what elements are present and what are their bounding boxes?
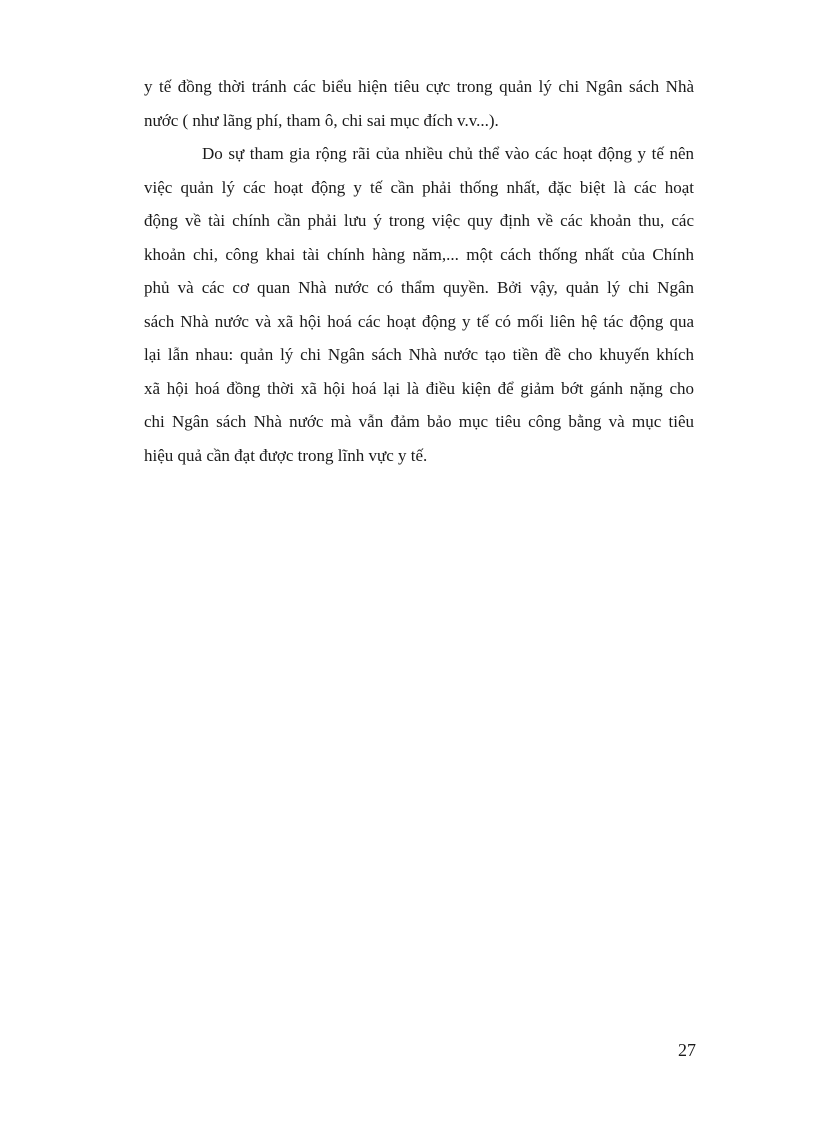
text-line: sách Nhà nước và xã hội hoá các hoạt động y tế có mối liên hệ tác động qua	[144, 311, 694, 331]
paragraph-1	[144, 70, 694, 137]
text-line: hiệu quả cần đạt được trong lĩnh vực y tế.	[144, 445, 428, 465]
page-number: 27	[678, 1040, 696, 1060]
text-line: việc quản lý các hoạt động y tế cần phải thống nhất, đặc biệt là các hoạt	[144, 177, 694, 197]
text-line: khoản chi, công khai tài chính hàng năm,... một cách thống nhất của Chính	[144, 244, 694, 264]
paragraph-2	[144, 137, 694, 472]
text-line: lại lẫn nhau: quản lý chi Ngân sách Nhà nước tạo tiền đề cho khuyến khích	[144, 345, 694, 364]
body-text	[144, 70, 694, 472]
text-line: xã hội hoá đồng thời xã hội hoá lại là điều kiện để giảm bớt gánh nặng cho	[144, 378, 694, 398]
text-line: Do sự tham gia rộng rãi của nhiều chủ thể vào các hoạt động y tế nên	[202, 144, 694, 163]
text-line: nước ( như lãng phí, tham ô, chi sai mục đích v.v...).	[144, 110, 499, 130]
text-line: phủ và các cơ quan Nhà nước có thẩm quyền. Bởi vậy, quản lý chi Ngân	[144, 278, 694, 297]
text-line: chi Ngân sách Nhà nước mà vẫn đảm bảo mục tiêu công bằng và mục tiêu	[144, 412, 694, 431]
text-line: y tế đồng thời tránh các biểu hiện tiêu cực trong quản lý chi Ngân sách Nhà	[144, 77, 694, 96]
text-line: động về tài chính cần phải lưu ý trong việc quy định về các khoản thu, các	[144, 211, 694, 230]
